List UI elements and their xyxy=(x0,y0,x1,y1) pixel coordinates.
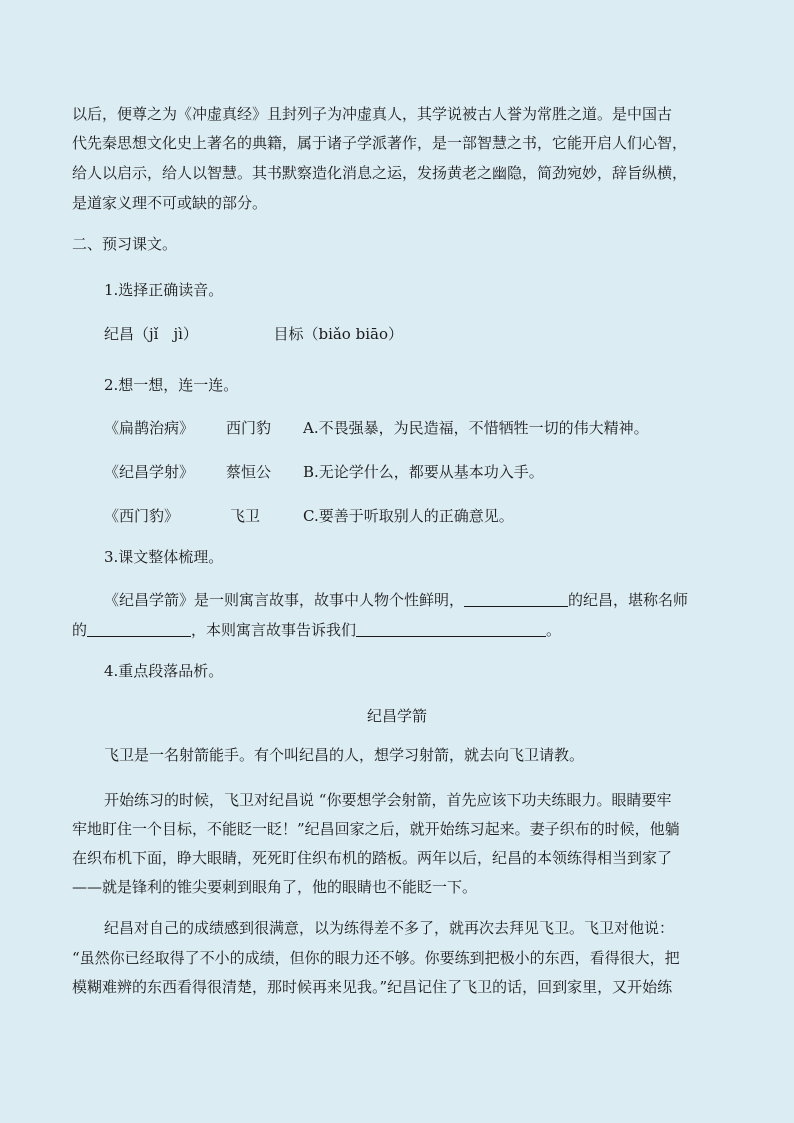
question-4-label: 4.重点段落品析。 xyxy=(104,662,224,680)
match-work: 《纪昌学射》 xyxy=(104,463,195,481)
intro-line-3: 给人以启示，给人以智慧。其书默察造化消息之运，发扬黄老之幽隐，简劲宛妙，辞旨纵横， xyxy=(72,164,688,182)
match-work: 《扁鹊治病》 xyxy=(104,419,195,437)
passage-paragraph-3-line: 模糊难辨的东西看得很清楚，那时候再来见我。”纪昌记住了飞卫的话，回到家里，又开始练 xyxy=(72,978,673,996)
answer-blank-2[interactable] xyxy=(87,621,191,637)
match-person: 飞卫 xyxy=(230,507,261,525)
passage-paragraph-2-line: 开始练习的时候，飞卫对纪昌说 “你要想学会射箭，首先应该下功夫练眼力。眼睛要牢 xyxy=(104,791,672,809)
fill-text: 的 xyxy=(72,621,88,639)
match-meaning: B.无论学什么，都要从基本功入手。 xyxy=(303,463,544,481)
question-2-label: 2.想一想，连一连。 xyxy=(104,376,239,394)
match-work: 《西门豹》 xyxy=(104,507,180,525)
question-1-items xyxy=(104,324,734,344)
pinyin-item-2: 目标（biǎo biāo） xyxy=(273,325,403,343)
passage-title: 纪昌学箭 xyxy=(366,707,427,725)
answer-blank-3[interactable] xyxy=(356,621,546,637)
match-person: 西门豹 xyxy=(226,419,272,437)
passage-paragraph-2-line: 牢地盯住一个目标，不能眨一眨！”纪昌回家之后，就开始练习起来。妻子织布的时候，他躺 xyxy=(72,820,680,838)
intro-line-1: 以后，便尊之为《冲虚真经》且封列子为冲虚真人，其学说被古人誉为常胜之道。是中国古 xyxy=(72,105,673,123)
passage-paragraph-3-line: 纪昌对自己的成绩感到很满意，以为练得差不多了，就再次去拜见飞卫。飞卫对他说： xyxy=(104,919,675,937)
passage-paragraph-3-line: “虽然你已经取得了不小的成绩，但你的眼力还不够。你要练到把极小的东西，看得很大，把 xyxy=(72,949,680,967)
match-row xyxy=(104,418,734,438)
match-meaning: C.要善于听取别人的正确意见。 xyxy=(303,507,514,525)
match-row xyxy=(104,506,734,526)
match-meaning: A.不畏强暴，为民造福，不惜牺牲一切的伟大精神。 xyxy=(303,419,649,437)
pinyin-item-1: 纪昌（jǐ jì） xyxy=(104,325,198,343)
question-1-label: 1.选择正确读音。 xyxy=(104,281,224,299)
section-heading: 二、预习课文。 xyxy=(72,235,178,253)
question-3-line-1 xyxy=(104,590,734,610)
question-3-line-2 xyxy=(72,620,734,640)
answer-blank-1[interactable] xyxy=(464,591,568,607)
passage-paragraph-2-line: ——就是锋利的锥尖要刺到眼角了，他的眼睛也不能眨一下。 xyxy=(72,878,478,896)
intro-line-4: 是道家义理不可或缺的部分。 xyxy=(72,194,268,212)
match-person: 蔡恒公 xyxy=(226,463,272,481)
question-3-label: 3.课文整体梳理。 xyxy=(104,548,224,566)
intro-line-2: 代先秦思想文化史上著名的典籍，属于诸子学派著作，是一部智慧之书，它能开启人们心智， xyxy=(72,134,688,152)
fill-text: 。 xyxy=(546,621,562,639)
passage-paragraph-2-line: 在织布机下面，睁大眼睛，死死盯住织布机的踏板。两年以后，纪昌的本领练得相当到家了 xyxy=(72,849,673,867)
fill-text: ，本则寓言故事告诉我们 xyxy=(191,621,357,639)
fill-text: 《纪昌学箭》是一则寓言故事，故事中人物个性鲜明， xyxy=(104,591,465,609)
fill-text: 的纪昌，堪称名师 xyxy=(568,591,689,609)
passage-paragraph-1: 飞卫是一名射箭能手。有个叫纪昌的人，想学习射箭，就去向飞卫请教。 xyxy=(104,746,585,764)
match-row xyxy=(104,462,734,482)
